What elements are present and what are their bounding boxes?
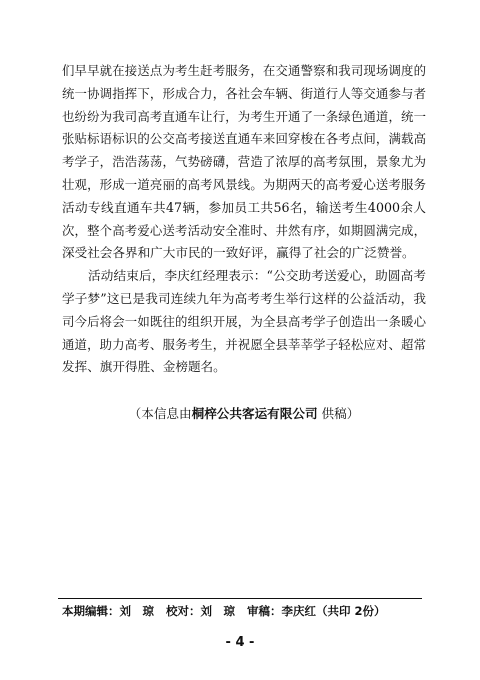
text-line: 考学子，浩浩荡荡，气势磅礴，营造了浓厚的高考氛围，景象尤为 [62,154,426,170]
text-line: 们早早就在接送点为考生赶考服务，在交通警察和我司现场调度的 [62,63,426,78]
page-number: - 4 - [225,635,255,650]
text-line: 壮观，形成一道亮丽的高考风景线。为期两天的高考爱心送考服务 [62,176,426,192]
text-line: 发挥、旗开得胜、金榜题名。 [62,359,226,375]
article-body [62,60,426,379]
text-line: 司今后将会一如既往的组织开展，为全县高考学子创造出一条暖心 [62,313,426,329]
source-company: 桐梓公共客运有限公司 [191,406,318,421]
footer-divider [58,598,422,599]
review-label: 审稿： [247,604,282,618]
review-name: 李庆红 [281,604,317,618]
text-line: 学子梦”这已是我司连续九年为高考考生举行这样的公益活动，我 [62,290,426,306]
text-line: 张贴标语标识的公交高考接送直通车来回穿梭在各考点间，满载高 [62,131,426,147]
paragraph-2 [62,265,426,379]
source-credit [62,404,426,424]
text-line: 也纷纷为我司高考直通车让行，为考生开通了一条绿色通道，统一 [62,108,426,124]
text-line: 次，整个高考爱心送考活动安全准时、井然有序，如期圆满完成， [62,222,426,238]
proof-name: 刘 琼 [200,604,236,618]
print-copies: （共印 2份） [316,604,386,618]
editor-name: 刘 琼 [119,604,154,618]
editor-label: 本期编辑： [62,604,120,618]
source-prefix: （本信息由 [128,406,192,421]
text-line: 活动结束后，李庆红经理表示：“公交助考送爱心，助圆高考 [88,268,426,284]
editorial-footer [62,602,422,620]
text-line: 深受社会各界和广大市民的一致好评，赢得了社会的广泛赞誉。 [62,245,415,261]
text-line: 活动专线直通车共47辆，参加员工共56名，输送考生4000余人 [62,199,426,215]
paragraph-1 [62,60,426,265]
text-line: 统一协调指挥下，形成合力，各社会车辆、街道行人等交通参与者 [62,85,426,101]
proof-label: 校对： [166,604,201,618]
source-suffix: 供稿） [317,406,360,421]
text-line: 通道，助力高考、服务考生，并祝愿全县莘莘学子轻松应对、超常 [62,336,426,352]
